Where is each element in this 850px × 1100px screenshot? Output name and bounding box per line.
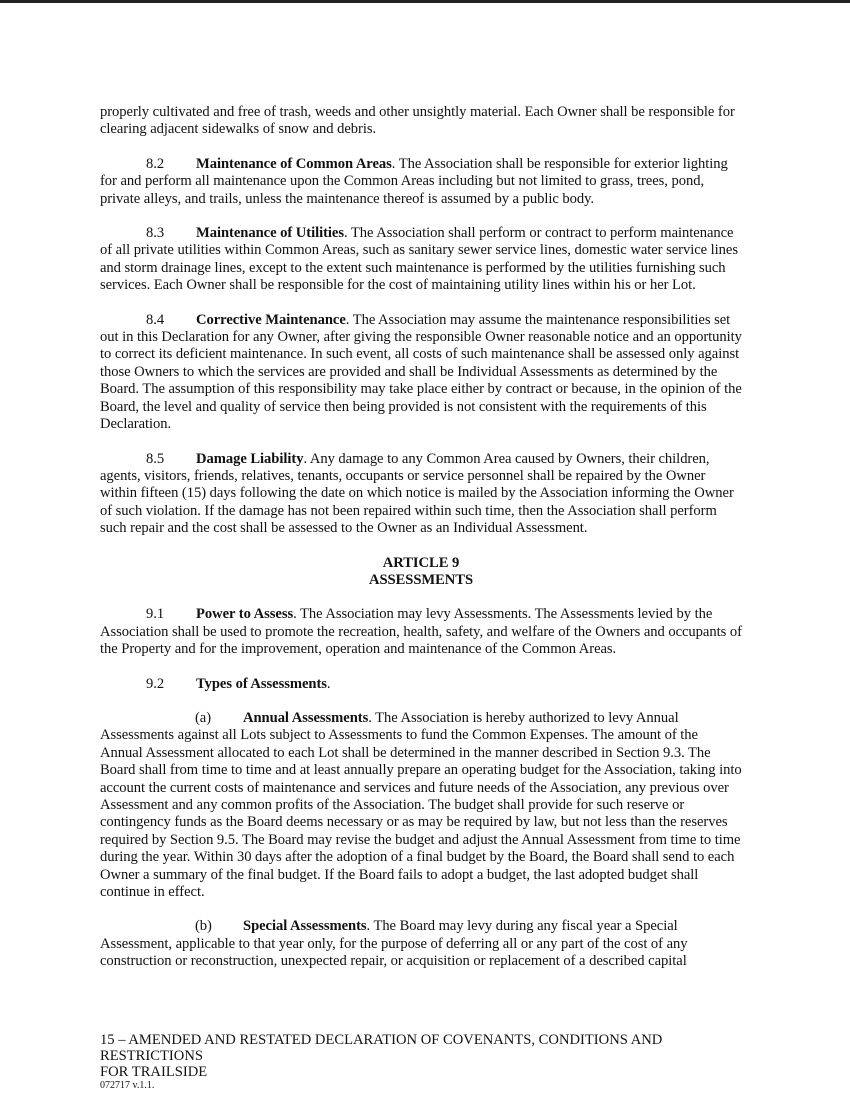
subsection-label: (a) [195,709,212,726]
section-text: . The Association shall be responsible for exterior lighting for and perform all maintenance upon the Common Areas including but not limited to grass, trees, pond, private alleys, and trails, unless the maintenance thereof is assumed by a public body. [100,155,728,207]
intro-paragraph: properly cultivated and free of trash, weeds and other unsightly material. Each Owner shall be responsible for clearing adjacent sidewalks of snow and debris. [100,104,735,138]
section-number: 9.2 [146,675,165,692]
footer-version: 072717 v.1.1. [100,1080,155,1091]
subsection-title: Special Assessments [243,918,367,935]
section-title-tail: . [326,675,331,692]
section-8-5 [100,451,742,538]
section-title: Maintenance of Common Areas [196,155,392,172]
section-title: Maintenance of Utilities [196,225,344,242]
article-heading [100,555,742,590]
section-number: 9.1 [146,606,165,623]
article-title: ASSESSMENTS [368,571,474,588]
article-number: ARTICLE 9 [382,554,460,571]
section-text: . The Association may assume the maintenance responsibilities set out in this Declaration for any Owner, after giving the responsible Owner reasonable notice and an opportunity to correct its deficient maintenance. In such event, all costs of such maintenance shall be assessed only against those Owners to which the services are provided and shall be Individual Assessments as determined by the Board. The assumption of this responsibility may take place either by contract or because, in the opinion of the Board, the level and quality of service then being provided is not consistent with the requirements of this Declaration. [100,311,742,433]
section-text: . The Association may levy Assessments. The Assessments levied by the Association shall be used to promote the recreation, health, safety, and welfare of the Owners and occupants of the Property and for the improvement, operation and maintenance of the Common Areas. [100,606,742,658]
section-number: 8.3 [146,225,165,242]
footer-title-line2: FOR TRAILSIDE [100,1064,208,1080]
subsection-b [100,918,742,970]
section-title: Damage Liability [196,450,304,467]
section-text: . The Association shall perform or contract to perform maintenance of all private utilities within Common Areas, such as sanitary sewer service lines, domestic water service lines and storm drainage lines, except to the extent such maintenance is performed by the utilities furnishing such services. Each Owner shall be responsible for the cost of maintaining utility lines within his or her Lot. [100,225,738,294]
section-9-1 [100,606,742,658]
subsection-text: . The Board may levy during any fiscal year a Special Assessment, applicable to that year only, for the purpose of deferring all or any part of the cost of any construction or reconstruction, unexpected repair, or acquisition or replacement of a described capital [100,918,688,970]
section-8-4 [100,312,742,434]
section-number: 8.4 [146,311,165,328]
section-9-2 [100,676,742,693]
section-number: 8.5 [146,450,165,467]
page-footer [100,1032,760,1092]
section-title: Types of Assessments [196,675,327,692]
section-number: 8.2 [146,155,165,172]
subsection-text: . The Association is hereby authorized to levy Annual Assessments against all Lots subject to Assessments to fund the Common Expenses. The amount of the Annual Assessment allocated to each Lot shall be determined in the manner described in Section 9.3. The Board shall from time to time and at least annually prepare an operating budget for the Association, taking into account the current costs of maintenance and services and future needs of the Association, any previous over Assessment and any common profits of the Association. The budget shall provide for such reserve or contingency funds as the Board deems necessary or as may be required by law, but not less than the reserves required by Section 9.5. The Board may revise the budget and adjust the Annual Assessment from time to time during the year. Within 30 days after the adoption of a final budget by the Board, the Board shall send to each Owner a summary of the final budget. If the Board fails to adopt a budget, the last adopted budget shall continue in effect. [100,709,742,901]
subsection-title: Annual Assessments [243,709,369,726]
subsection-a [100,710,742,901]
section-text: . Any damage to any Common Area caused by Owners, their children, agents, visitors, friends, relatives, tenants, occupants or service personnel shall be repaired by the Owner within fifteen (15) days following the date on which notice is mailed by the Association informing the Owner of such violation. If the damage has not been repaired within such time, then the Association shall perform such repair and the cost shall be assessed to the Owner as an Individual Assessment. [100,450,734,537]
scan-edge [0,0,850,3]
section-8-3 [100,225,742,295]
footer-title-line1: 15 – AMENDED AND RESTATED DECLARATION OF COVENANTS, CONDITIONS AND RESTRICTIONS [100,1032,663,1064]
document-body [100,104,742,988]
section-8-2 [100,156,742,208]
section-title: Corrective Maintenance [196,311,346,328]
subsection-label: (b) [195,918,212,935]
section-title: Power to Assess [196,606,294,623]
